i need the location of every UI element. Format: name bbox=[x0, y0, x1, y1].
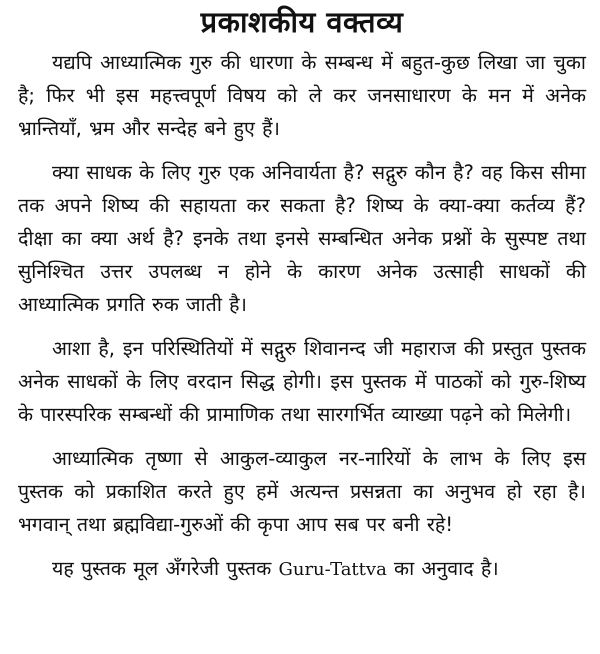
closing-text-after: का अनुवाद है। bbox=[386, 557, 499, 580]
paragraph-3: आशा है, इन परिस्थितियों में सद्गुरु शिवानन्द जी महाराज की प्रस्तुत पुस्तक अनेक साधकों के लिए वरदान सिद्ध होगी। इस पुस्तक में पाठकों को गुरु-शिष्य के पारस्परिक सम्बन्धों की प्रामाणिक तथा सारगर्भित व्याख्या पढ़ने को मिलेगी। bbox=[18, 337, 586, 426]
book-title: Guru-Tattva bbox=[278, 559, 387, 580]
paragraph-2: क्या साधक के लिए गुरु एक अनिवार्यता है? सद्गुरु कौन है? वह किस सीमा तक अपने शिष्य की सहायता कर सकता है? शिष्य के क्या-क्या कर्तव्य हैं? दीक्षा का क्या अर्थ है? इनके तथा इनसे सम्बन्धित अनेक प्रश्नों के सुस्पष्ट तथा सुनिश्चित उत्तर उपलब्ध न होने के कारण अनेक उत्साही साधकों की आध्यात्मिक प्रगति रुक जाती है। bbox=[18, 161, 586, 316]
page-title: प्रकाशकीय वक्तव्य bbox=[200, 5, 404, 39]
closing-text-before: यह पुस्तक मूल अँगरेजी पुस्तक bbox=[52, 557, 279, 580]
paragraph-1: यद्यपि आध्यात्मिक गुरु की धारणा के सम्बन्ध में बहुत-कुछ लिखा जा चुका है; फिर भी इस महत्त्वपूर्ण विषय को ले कर जनसाधारण के मन में अनेक भ्रान्तियाँ, भ्रम और सन्देह बने हुए हैं। bbox=[18, 51, 586, 140]
closing-paragraph bbox=[18, 552, 586, 586]
paragraph-4: आध्यात्मिक तृष्णा से आकुल-व्याकुल नर-नारियों के लाभ के लिए इस पुस्तक को प्रकाशित करते हुए हमें अत्यन्त प्रसन्नता का अनुभव हो रहा है। भगवान् तथा ब्रह्मविद्या-गुरुओं की कृपा आप सब पर बनी रहे! bbox=[18, 447, 586, 536]
